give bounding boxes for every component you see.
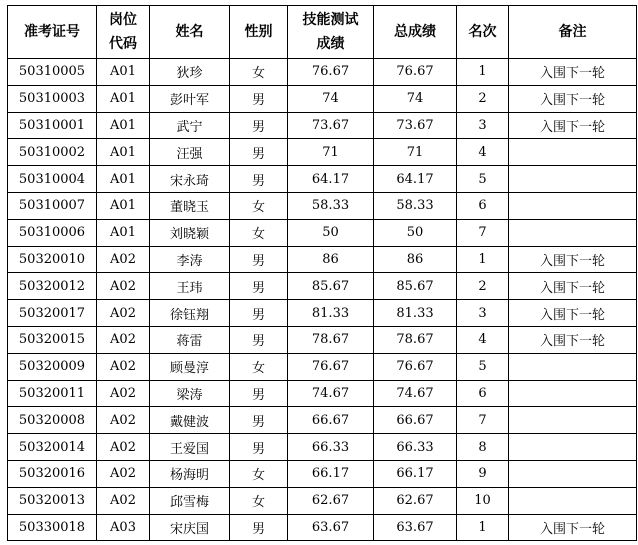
cell-rank: 1	[457, 246, 509, 273]
cell-name: 彭叶军	[150, 85, 230, 112]
cell-total-score: 74.67	[374, 380, 457, 407]
cell-total-score: 78.67	[374, 326, 457, 353]
cell-gender: 男	[230, 139, 288, 166]
cell-position-code: A02	[97, 380, 150, 407]
cell-gender: 女	[230, 487, 288, 514]
table-row	[8, 59, 637, 86]
header-rank: 名次	[457, 6, 509, 59]
cell-position-code: A02	[97, 300, 150, 327]
cell-skill-score: 63.67	[288, 514, 374, 541]
cell-exam-id: 50310002	[8, 139, 97, 166]
cell-skill-score: 81.33	[288, 300, 374, 327]
cell-exam-id: 50320015	[8, 326, 97, 353]
cell-skill-score: 66.33	[288, 434, 374, 461]
header-row	[8, 6, 637, 59]
cell-gender: 男	[230, 514, 288, 541]
cell-remarks: 入围下一轮	[509, 300, 637, 327]
cell-total-score: 73.67	[374, 112, 457, 139]
cell-name: 刘晓颖	[150, 219, 230, 246]
cell-exam-id: 50310005	[8, 59, 97, 86]
cell-gender: 男	[230, 300, 288, 327]
cell-skill-score: 78.67	[288, 326, 374, 353]
cell-gender: 男	[230, 166, 288, 193]
cell-remarks: 入围下一轮	[509, 273, 637, 300]
cell-rank: 1	[457, 59, 509, 86]
cell-remarks: 入围下一轮	[509, 246, 637, 273]
cell-gender: 男	[230, 246, 288, 273]
cell-total-score: 86	[374, 246, 457, 273]
cell-remarks: 入围下一轮	[509, 85, 637, 112]
table-row	[8, 487, 637, 514]
table-row	[8, 246, 637, 273]
header-skill-score-text: 技能测试成绩	[302, 12, 359, 52]
results-table	[7, 5, 637, 541]
cell-rank: 5	[457, 353, 509, 380]
cell-position-code: A01	[97, 219, 150, 246]
cell-rank: 3	[457, 300, 509, 327]
cell-total-score: 58.33	[374, 192, 457, 219]
cell-position-code: A02	[97, 273, 150, 300]
cell-exam-id: 50310004	[8, 166, 97, 193]
cell-remarks: 入围下一轮	[509, 326, 637, 353]
table-row	[8, 112, 637, 139]
cell-gender: 女	[230, 460, 288, 487]
cell-exam-id: 50310006	[8, 219, 97, 246]
cell-gender: 男	[230, 85, 288, 112]
cell-position-code: A02	[97, 326, 150, 353]
cell-remarks	[509, 434, 637, 461]
cell-remarks: 入围下一轮	[509, 112, 637, 139]
cell-position-code: A01	[97, 85, 150, 112]
cell-rank: 4	[457, 139, 509, 166]
cell-gender: 女	[230, 192, 288, 219]
cell-name: 蒋雷	[150, 326, 230, 353]
cell-rank: 6	[457, 380, 509, 407]
header-position-code-text: 岗位代码	[109, 12, 137, 52]
table-row	[8, 166, 637, 193]
header-skill-score	[288, 6, 374, 59]
cell-skill-score: 86	[288, 246, 374, 273]
cell-name: 王玮	[150, 273, 230, 300]
cell-name: 徐钰翔	[150, 300, 230, 327]
cell-total-score: 81.33	[374, 300, 457, 327]
cell-rank: 8	[457, 434, 509, 461]
cell-name: 戴健波	[150, 407, 230, 434]
table-row	[8, 139, 637, 166]
cell-total-score: 76.67	[374, 59, 457, 86]
cell-exam-id: 50330018	[8, 514, 97, 541]
cell-remarks	[509, 407, 637, 434]
cell-gender: 女	[230, 219, 288, 246]
cell-exam-id: 50320016	[8, 460, 97, 487]
cell-gender: 男	[230, 112, 288, 139]
cell-skill-score: 74	[288, 85, 374, 112]
cell-gender: 男	[230, 273, 288, 300]
cell-total-score: 66.67	[374, 407, 457, 434]
table-row	[8, 300, 637, 327]
cell-skill-score: 64.17	[288, 166, 374, 193]
table-row	[8, 460, 637, 487]
cell-rank: 4	[457, 326, 509, 353]
cell-total-score: 74	[374, 85, 457, 112]
cell-rank: 7	[457, 219, 509, 246]
cell-rank: 3	[457, 112, 509, 139]
cell-skill-score: 62.67	[288, 487, 374, 514]
cell-exam-id: 50320014	[8, 434, 97, 461]
cell-rank: 2	[457, 85, 509, 112]
cell-name: 宋永琦	[150, 166, 230, 193]
table-row	[8, 326, 637, 353]
table-row	[8, 85, 637, 112]
cell-total-score: 64.17	[374, 166, 457, 193]
cell-total-score: 66.17	[374, 460, 457, 487]
cell-exam-id: 50310001	[8, 112, 97, 139]
cell-remarks: 入围下一轮	[509, 514, 637, 541]
cell-gender: 男	[230, 434, 288, 461]
header-exam-id: 准考证号	[8, 6, 97, 59]
cell-total-score: 71	[374, 139, 457, 166]
cell-rank: 9	[457, 460, 509, 487]
cell-remarks	[509, 219, 637, 246]
table-row	[8, 380, 637, 407]
cell-exam-id: 50310003	[8, 85, 97, 112]
cell-total-score: 76.67	[374, 353, 457, 380]
cell-position-code: A02	[97, 407, 150, 434]
cell-total-score: 85.67	[374, 273, 457, 300]
table-row	[8, 273, 637, 300]
cell-name: 杨海明	[150, 460, 230, 487]
table-row	[8, 192, 637, 219]
table-row	[8, 514, 637, 541]
cell-total-score: 62.67	[374, 487, 457, 514]
cell-position-code: A01	[97, 192, 150, 219]
cell-position-code: A02	[97, 353, 150, 380]
cell-gender: 男	[230, 407, 288, 434]
cell-total-score: 66.33	[374, 434, 457, 461]
cell-exam-id: 50320013	[8, 487, 97, 514]
cell-position-code: A02	[97, 487, 150, 514]
cell-skill-score: 71	[288, 139, 374, 166]
cell-exam-id: 50310007	[8, 192, 97, 219]
cell-rank: 6	[457, 192, 509, 219]
cell-skill-score: 74.67	[288, 380, 374, 407]
cell-remarks	[509, 353, 637, 380]
cell-exam-id: 50320009	[8, 353, 97, 380]
cell-skill-score: 76.67	[288, 353, 374, 380]
cell-name: 顾曼淳	[150, 353, 230, 380]
cell-exam-id: 50320011	[8, 380, 97, 407]
cell-total-score: 63.67	[374, 514, 457, 541]
cell-gender: 男	[230, 380, 288, 407]
cell-exam-id: 50320008	[8, 407, 97, 434]
cell-total-score: 50	[374, 219, 457, 246]
cell-remarks	[509, 166, 637, 193]
header-position-code	[97, 6, 150, 59]
table-row	[8, 353, 637, 380]
cell-rank: 2	[457, 273, 509, 300]
cell-skill-score: 73.67	[288, 112, 374, 139]
cell-name: 邱雪梅	[150, 487, 230, 514]
cell-position-code: A01	[97, 112, 150, 139]
cell-position-code: A02	[97, 434, 150, 461]
cell-name: 董晓玉	[150, 192, 230, 219]
cell-rank: 7	[457, 407, 509, 434]
cell-remarks	[509, 139, 637, 166]
cell-skill-score: 50	[288, 219, 374, 246]
header-remarks: 备注	[509, 6, 637, 59]
cell-rank: 5	[457, 166, 509, 193]
cell-rank: 1	[457, 514, 509, 541]
cell-name: 王爱国	[150, 434, 230, 461]
cell-name: 狄珍	[150, 59, 230, 86]
cell-name: 武宁	[150, 112, 230, 139]
cell-skill-score: 66.17	[288, 460, 374, 487]
cell-exam-id: 50320012	[8, 273, 97, 300]
cell-name: 梁涛	[150, 380, 230, 407]
cell-remarks	[509, 487, 637, 514]
cell-remarks	[509, 380, 637, 407]
cell-name: 李涛	[150, 246, 230, 273]
cell-gender: 男	[230, 326, 288, 353]
cell-position-code: A01	[97, 139, 150, 166]
table-row	[8, 434, 637, 461]
cell-position-code: A01	[97, 166, 150, 193]
cell-gender: 女	[230, 59, 288, 86]
cell-position-code: A03	[97, 514, 150, 541]
cell-position-code: A02	[97, 246, 150, 273]
table-row	[8, 219, 637, 246]
cell-gender: 女	[230, 353, 288, 380]
cell-name: 宋庆国	[150, 514, 230, 541]
cell-rank: 10	[457, 487, 509, 514]
cell-remarks: 入围下一轮	[509, 59, 637, 86]
cell-skill-score: 76.67	[288, 59, 374, 86]
cell-remarks	[509, 460, 637, 487]
table-row	[8, 407, 637, 434]
cell-skill-score: 66.67	[288, 407, 374, 434]
cell-position-code: A02	[97, 460, 150, 487]
header-gender: 性别	[230, 6, 288, 59]
cell-name: 汪强	[150, 139, 230, 166]
cell-exam-id: 50320010	[8, 246, 97, 273]
cell-remarks	[509, 192, 637, 219]
cell-exam-id: 50320017	[8, 300, 97, 327]
header-name: 姓名	[150, 6, 230, 59]
header-total-score: 总成绩	[374, 6, 457, 59]
cell-position-code: A01	[97, 59, 150, 86]
cell-skill-score: 85.67	[288, 273, 374, 300]
cell-skill-score: 58.33	[288, 192, 374, 219]
